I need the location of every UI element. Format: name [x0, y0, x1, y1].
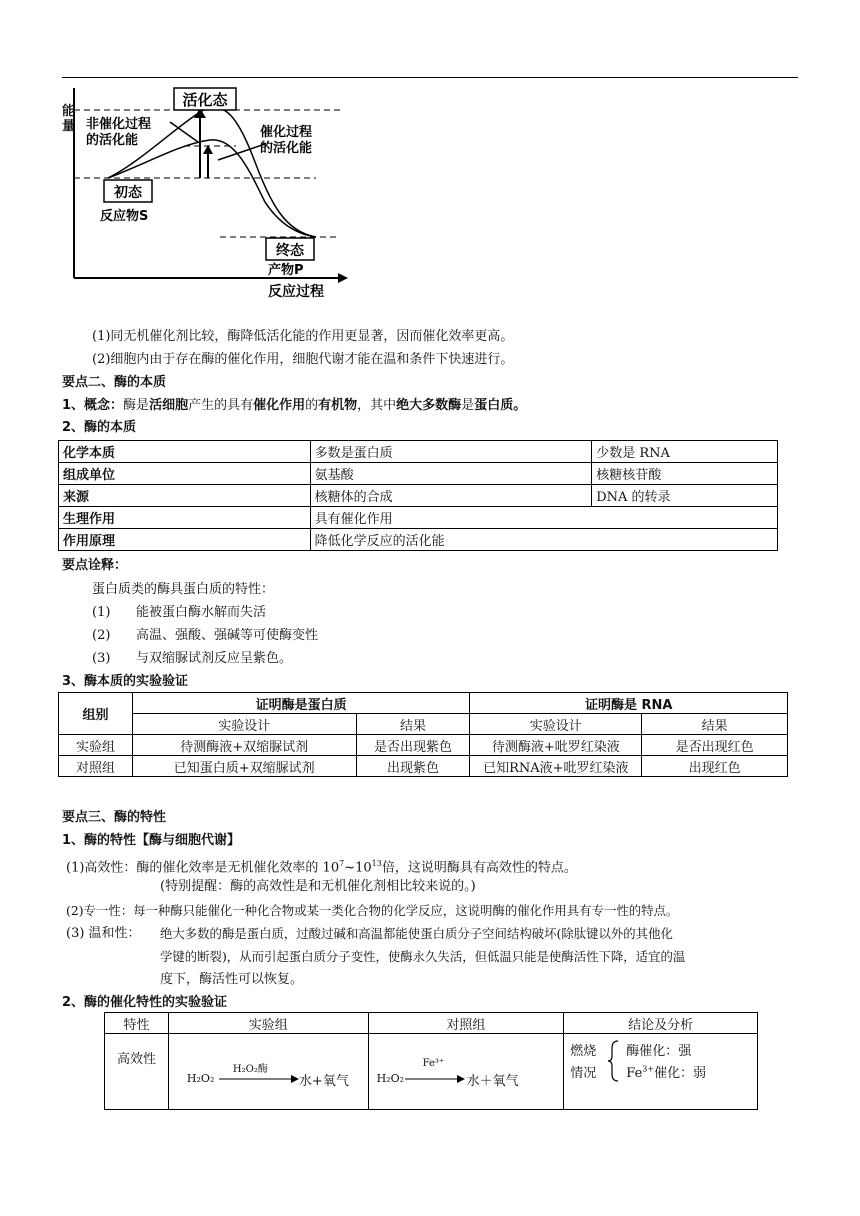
explain-item-1: (1) 能被蛋白酶水解而失活 [92, 605, 267, 620]
explain-intro: 蛋白质类的酶具蛋白质的特性： [92, 582, 275, 597]
p3-line-1: 绝大多数的酶是蛋白质，过酸过碱和高温都能使蛋白质分子空间结构破坏(除肽键以外的其他化 [160, 926, 673, 941]
reaction-arrow-icon [405, 1074, 465, 1084]
product-label: 产物P [268, 263, 304, 278]
essence-heading: 2、酶的本质 [62, 420, 137, 435]
table-row: 组成单位 氨基酸 核糖核苷酸 [59, 463, 778, 485]
p3-line-3: 度下，酶活性可以恢复。 [160, 972, 304, 987]
header-rule [62, 77, 798, 78]
section3-heading: 要点三、酶的特性 [62, 810, 167, 825]
reaction-arrow-icon [219, 1074, 299, 1084]
section2-heading: 要点二、酶的本质 [62, 375, 167, 390]
concept-line: 1、概念：酶是活细胞产生的具有催化作用的有机物，其中绝大多数酶是蛋白质。 [62, 398, 527, 413]
sub1-heading: 1、酶的特性【酶与细胞代谢】 [62, 833, 241, 848]
catalysis-table: 特性 实验组 对照组 结论及分析 高效性 H₂O₂ H₂O₂酶 水+氧气 H₂O₂ Fe³⁺ 水＋氧气 燃烧 情况 酶催化：强 $Fe^{3+}$催化：弱 [104, 1012, 758, 1110]
activation-energy-diagram [60, 82, 350, 304]
noncat-label-2: 的活化能 [86, 133, 139, 148]
table-row: 作用原理 降低化学反应的活化能 [59, 529, 778, 551]
note-1: (1)同无机催化剂比较，酶降低活化能的作用更显著，因而催化效率更高。 [92, 329, 514, 344]
p3-line-2: 学键的断裂)，从而引起蛋白质分子变性，使酶永久失活，但低温只能是使酶活性下降，适宜的温 [160, 949, 686, 964]
noncat-label-1: 非催化过程 [86, 117, 152, 132]
initial-state-label: 初态 [114, 185, 142, 201]
p1-line: (1)高效性：酶的催化效率是无机催化效率的 $10^7\sim 10^{13}$倍，这说明酶具有高效性的特点。 [66, 859, 577, 876]
note-2: (2)细胞内由于存在酶的催化作用，细胞代谢才能在温和条件下快速进行。 [92, 352, 514, 367]
final-state-label: 终态 [276, 243, 304, 259]
y-axis-label: 能量 [62, 104, 76, 134]
x-axis-arrow [338, 273, 348, 283]
table-row: 化学本质 多数是蛋白质 少数是 RNA [59, 441, 778, 463]
explain-item-3: (3) 与双缩脲试剂反应呈紫色。 [92, 651, 293, 666]
p1-note: (特别提醒：酶的高效性是和无机催化剂相比较来说的。) [160, 879, 476, 894]
cat-label-1: 催化过程 [260, 125, 313, 140]
p3-label: (3) 温和性： [66, 926, 141, 941]
exp-heading: 3、酶本质的实验验证 [62, 674, 189, 689]
table-row: 实验组 待测酶液+双缩脲试剂 是否出现紫色 待测酶液+吡罗红染液 是否出现红色 [59, 735, 788, 756]
explain-item-2: (2) 高温、强酸、强碱等可使酶变性 [92, 628, 319, 643]
table-row: 高效性 H₂O₂ H₂O₂酶 水+氧气 H₂O₂ Fe³⁺ 水＋氧气 燃烧 情况 酶催化：强 $Fe^{3+}$催化：弱 [105, 1034, 758, 1110]
sub2-heading: 2、酶的催化特性的实验验证 [62, 995, 228, 1010]
cat-label-2: 的活化能 [260, 141, 313, 156]
essence-table [58, 440, 778, 551]
peak-state-label: 活化态 [182, 91, 228, 109]
explain-heading: 要点诠释： [62, 558, 128, 573]
table-row: 来源 核糖体的合成 DNA 的转录 [59, 485, 778, 507]
p2-line: (2)专一性：每一种酶只能催化一种化合物或某一类化合物的化学反应，这说明酶的催化作用具有专一性的特点。 [66, 903, 679, 918]
table-row: 对照组 已知蛋白质+双缩脲试剂 出现紫色 已知RNA液+吡罗红染液 出现红色 [59, 756, 788, 777]
x-axis-label: 反应过程 [268, 284, 324, 300]
exp-verification-table: 组别 证明酶是蛋白质 证明酶是 RNA 实验设计 结果 实验设计 结果 实验组 待测酶液+双缩脲试剂 是否出现紫色 待测酶液+吡罗红染液 是否出现红色 对照组 已知蛋白质+双缩脲试剂 出现紫色 已知RNA液+吡罗红染液 出现红色 [58, 692, 788, 777]
table-row: 生理作用 具有催化作用 [59, 507, 778, 529]
brace-icon [608, 1040, 620, 1082]
reactant-label: 反应物S [100, 209, 149, 224]
